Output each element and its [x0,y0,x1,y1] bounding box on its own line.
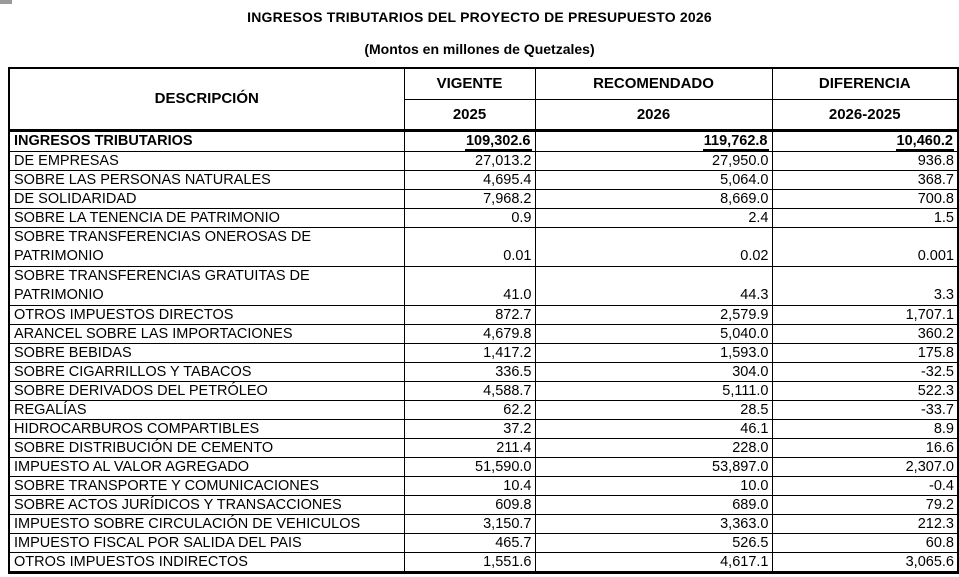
table-row [9,439,958,458]
page-subtitle: (Montos en millones de Quetzales) [364,41,595,57]
row-label-text: SOBRE DERIVADOS DEL PETRÓLEO [14,383,268,399]
recomendado-value-text: 4,617.1 [720,554,769,570]
row-label-text: SOBRE CIGARRILLOS Y TABACOS [14,364,252,380]
vigente-value [404,130,535,152]
recomendado-value [535,267,772,306]
diferencia-value [772,420,958,439]
recomendado-value-text: 526.5 [732,535,769,551]
recomendado-value-text: 46.1 [740,421,769,437]
vigente-value-text: 62.2 [503,402,532,418]
row-label [9,325,404,344]
table-row [9,152,958,171]
row-label [9,439,404,458]
page-title: INGRESOS TRIBUTARIOS DEL PROYECTO DE PRESUPUESTO 2026 [247,9,712,25]
diferencia-value-text: 79.2 [925,497,954,513]
table-row [9,420,958,439]
vigente-value-text: 7,968.2 [483,191,532,207]
row-label-text: SOBRE TRANSFERENCIAS GRATUITAS DE PATRIMONIO [14,268,310,303]
diferencia-value-text: 212.3 [917,516,954,532]
row-label-text: SOBRE ACTOS JURÍDICOS Y TRANSACCIONES [14,497,342,513]
row-label [9,209,404,228]
row-label [9,382,404,401]
recomendado-value-text: 10.0 [740,478,769,494]
recomendado-value [535,382,772,401]
vigente-value-text: 609.8 [495,497,532,513]
row-label [9,458,404,477]
table-row [9,553,958,573]
recomendado-value-text: 1,593.0 [720,345,769,361]
vigente-value [404,171,535,190]
diferencia-value [772,325,958,344]
vigente-value [404,382,535,401]
diferencia-value-text: 522.3 [917,383,954,399]
row-label-text: IMPUESTO AL VALOR AGREGADO [14,459,250,475]
diferencia-value [772,190,958,209]
diferencia-value-text: 10,460.2 [896,134,954,152]
diferencia-value [772,344,958,363]
row-label-text: OTROS IMPUESTOS INDIRECTOS [14,554,248,570]
diferencia-value [772,534,958,553]
row-label [9,363,404,382]
recomendado-value [535,477,772,496]
vigente-value-text: 109,302.6 [465,134,532,152]
recomendado-value [535,515,772,534]
row-label [9,534,404,553]
recomendado-value-text: 5,040.0 [720,326,769,342]
table-row [9,401,958,420]
diferencia-value [772,306,958,325]
diferencia-value-text: 1.5 [933,210,954,226]
vigente-value [404,344,535,363]
diferencia-value [772,152,958,171]
diferencia-value [772,171,958,190]
table-row [9,209,958,228]
table-row [9,534,958,553]
table-row [9,267,958,306]
diferencia-value-text: 3.3 [933,287,954,303]
vigente-value [404,515,535,534]
row-label [9,496,404,515]
diferencia-value [772,515,958,534]
recomendado-value-text: 53,897.0 [712,459,769,475]
row-label [9,171,404,190]
table-row [9,228,958,267]
diferencia-value [772,228,958,267]
diferencia-value-text: 175.8 [917,345,954,361]
vigente-value-text: 0.01 [503,248,532,264]
diferencia-value-text: -32.5 [920,364,954,380]
diferencia-value-text: 16.6 [925,440,954,456]
recomendado-value-text: 5,064.0 [720,172,769,188]
vigente-value-text: 51,590.0 [475,459,532,475]
vigente-value-text: 4,588.7 [483,383,532,399]
table-row [9,477,958,496]
diferencia-value [772,553,958,573]
row-label [9,401,404,420]
tax-revenue-table [8,67,959,574]
vigente-value [404,496,535,515]
vigente-value [404,401,535,420]
row-label [9,344,404,363]
table-row [9,363,958,382]
diferencia-value-text: -0.4 [929,478,954,494]
table-row [9,344,958,363]
vigente-value-text: 41.0 [503,287,532,303]
vigente-value [404,420,535,439]
row-label [9,267,404,306]
vigente-value-text: 1,551.6 [483,554,532,570]
vigente-value [404,228,535,267]
recomendado-value-text: 3,363.0 [720,516,769,532]
recomendado-value-text: 689.0 [732,497,769,513]
recomendado-value [535,458,772,477]
table-body [9,130,958,573]
recomendado-value [535,439,772,458]
diferencia-value-text: 60.8 [925,535,954,551]
vigente-value [404,325,535,344]
diferencia-value [772,382,958,401]
vigente-value-text: 10.4 [503,478,532,494]
row-label [9,130,404,152]
table-row [9,325,958,344]
recomendado-value [535,130,772,152]
row-label-text: INGRESOS TRIBUTARIOS [14,133,193,150]
table-row [9,171,958,190]
diferencia-value-text: 0.001 [917,248,954,264]
row-label-text: IMPUESTO FISCAL POR SALIDA DEL PAIS [14,535,302,551]
recomendado-value-text: 5,111.0 [722,383,769,399]
row-label-text: HIDROCARBUROS COMPARTIBLES [14,421,260,437]
row-label [9,420,404,439]
row-label-text: DE EMPRESAS [14,153,119,169]
vigente-value-text: 27,013.2 [475,153,532,169]
recomendado-value [535,152,772,171]
vigente-value-text: 0.9 [511,210,532,226]
diferencia-value [772,458,958,477]
vigente-value-text: 211.4 [496,440,532,456]
table-row [9,190,958,209]
row-label [9,306,404,325]
row-label [9,152,404,171]
recomendado-value-text: 0.02 [740,248,769,264]
diferencia-value-text: 368.7 [917,172,954,188]
recomendado-value [535,325,772,344]
row-label-text: DE SOLIDARIDAD [14,191,137,207]
recomendado-value [535,401,772,420]
col-header-descripcion: DESCRIPCIÓN [9,68,404,130]
vigente-value [404,267,535,306]
recomendado-value [535,363,772,382]
recomendado-value-text: 2,579.9 [720,307,769,323]
col-header-diferencia: DIFERENCIA [772,68,958,99]
diferencia-value-text: 700.8 [917,191,954,207]
diferencia-value-text: 1,707.1 [905,307,954,323]
row-label-text: OTROS IMPUESTOS DIRECTOS [14,307,234,323]
vigente-value-text: 465.7 [495,535,532,551]
recomendado-value [535,553,772,573]
vigente-value-text: 336.5 [495,364,532,380]
row-label-text: REGALÍAS [14,402,87,418]
row-label [9,515,404,534]
vigente-value-text: 1,417.2 [483,345,532,361]
row-label-text: SOBRE DISTRIBUCIÓN DE CEMENTO [14,440,274,456]
table-row [9,130,958,152]
row-label [9,553,404,573]
recomendado-value [535,228,772,267]
col-subheader-2026: 2026 [535,99,772,130]
diferencia-value [772,477,958,496]
recomendado-value [535,344,772,363]
row-label-text: SOBRE BEBIDAS [14,345,132,361]
recomendado-value [535,496,772,515]
col-header-recomendado: RECOMENDADO [535,68,772,99]
vigente-value [404,209,535,228]
diferencia-value [772,439,958,458]
recomendado-value [535,420,772,439]
vigente-value [404,190,535,209]
diferencia-value [772,363,958,382]
table-row [9,306,958,325]
vigente-value [404,439,535,458]
diferencia-value-text: 360.2 [917,326,954,342]
diferencia-value-text: -33.7 [920,402,954,418]
diferencia-value [772,267,958,306]
col-subheader-2025: 2025 [404,99,535,130]
recomendado-value-text: 228.0 [732,440,769,456]
recomendado-value [535,190,772,209]
row-label-text: IMPUESTO SOBRE CIRCULACIÓN DE VEHICULOS [14,516,361,532]
row-label-text: SOBRE LA TENENCIA DE PATRIMONIO [14,210,280,226]
recomendado-value [535,306,772,325]
table-row [9,515,958,534]
col-subheader-2026-2025: 2026-2025 [772,99,958,130]
vigente-value [404,363,535,382]
diferencia-value-text: 8.9 [933,421,954,437]
vigente-value [404,553,535,573]
row-label-text: SOBRE TRANSPORTE Y COMUNICACIONES [14,478,320,494]
vigente-value [404,534,535,553]
recomendado-value-text: 27,950.0 [712,153,769,169]
col-header-vigente: VIGENTE [404,68,535,99]
recomendado-value [535,209,772,228]
vigente-value [404,477,535,496]
table-row [9,458,958,477]
row-label-text: ARANCEL SOBRE LAS IMPORTACIONES [14,326,293,342]
vigente-value-text: 4,695.4 [483,172,532,188]
table-header [9,68,958,130]
recomendado-value-text: 2.4 [748,210,769,226]
recomendado-value [535,171,772,190]
vigente-value-text: 37.2 [503,421,532,437]
row-label-text: SOBRE TRANSFERENCIAS ONEROSAS DE PATRIMONIO [14,229,312,264]
row-label [9,228,404,267]
diferencia-value-text: 3,065.6 [905,554,954,570]
diferencia-value [772,209,958,228]
vigente-value [404,458,535,477]
diferencia-value-text: 2,307.0 [905,459,954,475]
vigente-value-text: 872.7 [495,307,532,323]
recomendado-value-text: 28.5 [740,402,769,418]
vigente-value-text: 3,150.7 [483,516,532,532]
recomendado-value-text: 304.0 [732,364,769,380]
row-label [9,477,404,496]
diferencia-value-text: 936.8 [917,153,954,169]
table-row [9,382,958,401]
recomendado-value-text: 8,669.0 [720,191,769,207]
recomendado-value-text: 119,762.8 [703,134,769,152]
table-row [9,496,958,515]
vigente-value [404,152,535,171]
screenshot-artifact [0,0,12,4]
diferencia-value [772,496,958,515]
vigente-value [404,306,535,325]
row-label-text: SOBRE LAS PERSONAS NATURALES [14,172,271,188]
vigente-value-text: 4,679.8 [483,326,532,342]
diferencia-value [772,401,958,420]
diferencia-value [772,130,958,152]
row-label [9,190,404,209]
recomendado-value-text: 44.3 [740,287,769,303]
recomendado-value [535,534,772,553]
